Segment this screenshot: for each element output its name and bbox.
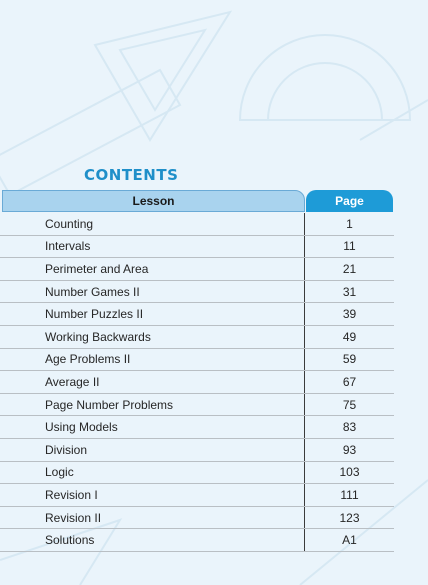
page-number: 39 xyxy=(342,307,357,322)
page-number: 111 xyxy=(340,487,359,502)
lesson-name: Solutions xyxy=(0,529,305,551)
table-row xyxy=(0,371,394,394)
lesson-name: Page Number Problems xyxy=(0,394,305,416)
table-row xyxy=(0,258,394,281)
table-row xyxy=(0,236,394,259)
page-number: 67 xyxy=(342,374,357,389)
page-number: 49 xyxy=(342,329,357,344)
page-number: 83 xyxy=(342,420,357,435)
page-number: 59 xyxy=(342,352,357,367)
table-row xyxy=(0,484,394,507)
table-row xyxy=(0,394,394,417)
lesson-name: Number Games II xyxy=(0,281,305,303)
table-row xyxy=(0,349,394,372)
lesson-name: Number Puzzles II xyxy=(0,303,305,325)
table-row xyxy=(0,439,394,462)
page-number: 31 xyxy=(342,284,357,299)
page-number: 21 xyxy=(342,261,357,276)
lesson-name: Intervals xyxy=(0,236,305,258)
lesson-name: Division xyxy=(0,439,305,461)
lesson-name: Age Problems II xyxy=(0,349,305,371)
table-row xyxy=(0,462,394,485)
page-column-header: Page xyxy=(306,190,393,212)
page-number: A1 xyxy=(342,533,357,548)
table-row xyxy=(0,303,394,326)
lesson-name: Counting xyxy=(0,213,305,235)
lesson-name: Logic xyxy=(0,462,305,484)
page-number: 75 xyxy=(342,397,357,412)
page-number: 11 xyxy=(343,239,356,254)
lesson-name: Revision I xyxy=(0,484,305,506)
table-row xyxy=(0,281,394,304)
lesson-name: Working Backwards xyxy=(0,326,305,348)
lesson-name: Average II xyxy=(0,371,305,393)
lesson-name: Using Models xyxy=(0,416,305,438)
lesson-name: Perimeter and Area xyxy=(0,258,305,280)
table-row xyxy=(0,529,394,552)
page-number: 123 xyxy=(339,510,360,525)
table-row xyxy=(0,416,394,439)
table-row xyxy=(0,507,394,530)
page-number: 103 xyxy=(339,465,360,480)
lesson-name: Revision II xyxy=(0,507,305,529)
contents-table xyxy=(0,213,394,552)
table-row xyxy=(0,213,394,236)
lesson-column-header: Lesson xyxy=(2,190,305,212)
protractor-icon xyxy=(240,35,410,120)
page-number: 1 xyxy=(346,216,353,231)
contents-title: CONTENTS xyxy=(84,166,179,184)
page-number: 93 xyxy=(342,442,357,457)
table-row xyxy=(0,326,394,349)
